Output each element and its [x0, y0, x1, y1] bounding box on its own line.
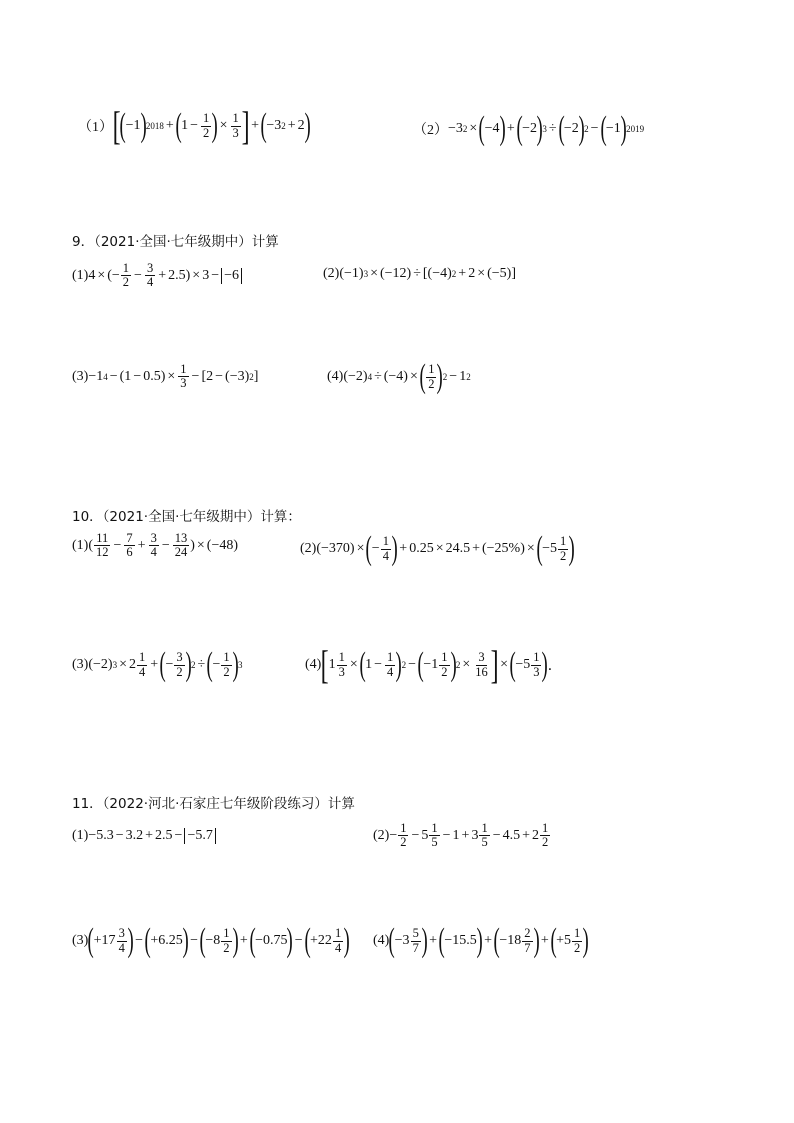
question-10-part-1: (1) ( $\frac{11}{12}$ − $\frac{7}{6}$ + $\frac{3}{4}$ − $\frac{13}{24}$ ) × (−48) [72, 531, 239, 560]
question-10-part-2: (2) (−370) × ( − $\frac{1}{4}$ ) + 0.25 × 24.5 + (−25%) × ( −5 $\frac{1}{2}$ ) [300, 530, 576, 567]
question-9-part-2: (2) (−1) 3 × (−12) ÷ [(−4) 2 + 2 × (−5)] [323, 266, 516, 281]
question-11-part-4: (4) ( −3 $\frac{5}{7}$ ) + ( −15.5 ) + ( −18 $\frac{2}{7}$ ) + ( +5 $\frac{1}{2}$ ) [373, 922, 589, 959]
part-label: (4) [305, 657, 322, 672]
question-10-part-3: (3) (−2) 3 × 2 $\frac{1}{4}$ + ( − $\frac{3}{2}$ ) 2 ÷ ( − $\frac{1}{2}$ ) 3 [72, 646, 243, 683]
problem-8-part-2: （2） −3 2 × ( −4 ) + ( −2 ) 3 ÷ ( −2 ) 2 − ( −1 ) 2019 [413, 110, 645, 147]
problem-8-part-1: （1） [ ( −1 ) 2018 + ( 1 − $\frac{1}{2}$ ) × $\frac{1}{3}$ ] + ( −3 2 + 2 ) [78, 103, 311, 148]
question-9-part-1: (1) 4 × (− $\frac{1}{2}$ − $\frac{3}{4}$ + 2.5) × 3 − −6 [72, 262, 242, 289]
part-label: (4) [327, 369, 344, 384]
question-9-heading: 9．（2021·全国·七年级期中）计算 [72, 234, 279, 250]
part-label: (1) [72, 537, 89, 553]
part-label: (3) [72, 657, 89, 672]
question-10-heading: 10．（2021·全国·七年级期中）计算： [72, 509, 301, 525]
question-10-part-4: (4) [ 1 $\frac{1}{3}$ × ( 1 − $\frac{1}{4}$ ) 2 − ( −1 $\frac{1}{2}$ ) 2 × $\frac{3}{16}$ ] × ( −5 $\frac{1}{3}$ ) ． [305, 642, 562, 687]
part-label: (3) [72, 368, 89, 384]
part-label: (3) [72, 933, 89, 948]
part-label: (4) [373, 933, 390, 948]
question-9-part-3: (3) −1 4 − (1 − 0.5) × $\frac{1}{3}$ − [2 − (−3) 2 ] [72, 362, 259, 391]
part-label: (1) [72, 267, 89, 283]
question-11-part-3: (3) ( +17 $\frac{3}{4}$ ) − ( +6.25 ) − ( −8 $\frac{1}{2}$ ) + ( −0.75 ) − ( +22 $\frac{1}{4}$ ) [72, 922, 350, 959]
part-label: (2) [323, 266, 340, 281]
question-11-part-1: (1) −5.3 − 3.2 + 2.5 − −5.7 [72, 828, 216, 844]
question-11-heading: 11．（2022·河北·石家庄七年级阶段练习）计算 [72, 796, 355, 812]
part-label: （1） [78, 120, 113, 135]
part-label: (2) [373, 827, 390, 843]
part-label: (2) [300, 541, 317, 556]
question-11-part-2: (2) − $\frac{1}{2}$ − 5 $\frac{1}{5}$ − 1 + 3 $\frac{1}{5}$ − 4.5 + 2 $\frac{1}{2}$ [373, 821, 549, 850]
question-9-part-4: (4) (−2) 4 ÷ (−4) × ( $\frac{1}{2}$ ) 2 − 1 2 [327, 358, 471, 395]
part-label: (1) [72, 828, 89, 843]
part-label: （2） [413, 123, 448, 138]
